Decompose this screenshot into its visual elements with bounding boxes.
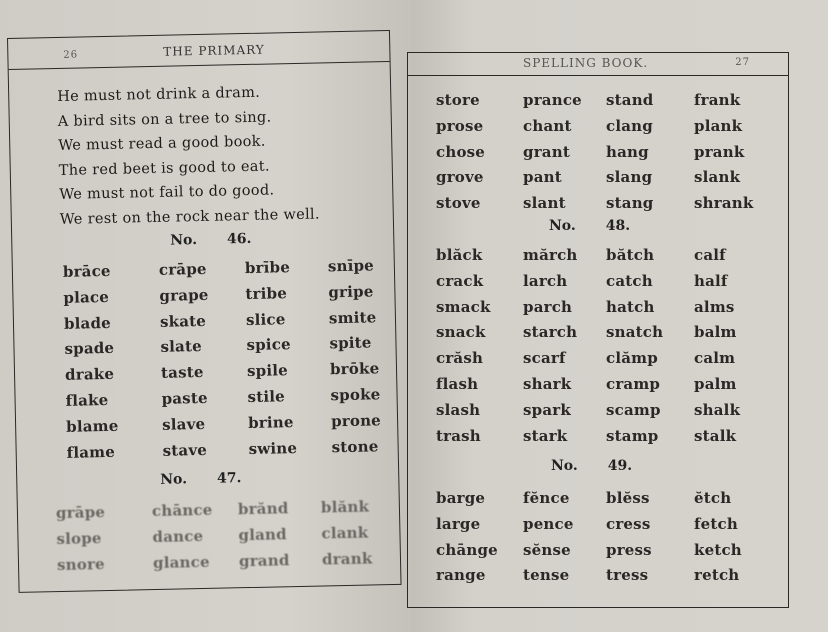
word: calf — [694, 246, 726, 264]
left-page-frame — [7, 30, 402, 593]
word: spark — [523, 400, 571, 419]
word: stand — [606, 91, 654, 109]
word: flame — [66, 442, 116, 462]
right-page-number: 27 — [735, 57, 750, 68]
word: skate — [159, 311, 207, 331]
word: prose — [436, 116, 484, 135]
word: snack — [436, 323, 486, 342]
lesson-heading-48 — [549, 218, 630, 234]
word: tense — [523, 566, 570, 585]
word-grid-46 — [62, 256, 382, 469]
word: hang — [606, 142, 649, 161]
word: chānge — [436, 540, 498, 559]
word: stove — [436, 194, 481, 213]
word: blame — [65, 416, 119, 436]
word: tribe — [245, 283, 288, 303]
word-row — [65, 411, 382, 444]
word: stalk — [694, 426, 737, 445]
word: tress — [606, 566, 649, 585]
sentence-list — [57, 80, 320, 232]
sentence: The red beet is good to eat. — [58, 158, 270, 179]
word: grape — [159, 285, 209, 305]
word: blĕss — [606, 489, 650, 507]
word: dance — [152, 526, 204, 546]
lesson-number: 46. — [226, 230, 252, 248]
lesson-heading-46 — [170, 231, 251, 249]
word: half — [694, 271, 728, 290]
word: scamp — [606, 400, 661, 419]
word: place — [63, 287, 110, 307]
word: slash — [436, 400, 481, 419]
word: gripe — [328, 282, 374, 302]
word: palm — [694, 374, 737, 393]
word: chose — [436, 142, 486, 161]
word: range — [436, 566, 486, 585]
word: ketch — [694, 540, 742, 559]
word: stave — [162, 440, 208, 460]
word: clămp — [606, 349, 658, 368]
word: crack — [436, 271, 484, 290]
sentence: We must not fail to do good. — [59, 182, 275, 203]
word-grid-47 — [55, 497, 373, 581]
word-row — [56, 549, 373, 582]
word-row — [65, 385, 381, 418]
word: slave — [161, 414, 206, 434]
word: swine — [248, 438, 298, 458]
right-running-header — [408, 53, 788, 76]
word: hatch — [606, 297, 655, 316]
lesson-heading-49 — [551, 458, 632, 474]
word: calm — [694, 349, 736, 368]
word: blade — [63, 313, 112, 333]
word: grand — [238, 550, 290, 570]
word-row — [63, 282, 374, 315]
word: bătch — [606, 246, 655, 264]
sentence: We rest on the rock near the well. — [59, 205, 320, 228]
word: paste — [161, 388, 208, 408]
word: glance — [152, 552, 210, 572]
word: brine — [247, 412, 294, 432]
word: gland — [238, 525, 287, 545]
word: brōke — [329, 359, 380, 379]
lesson-number: 49. — [607, 458, 633, 474]
word: plank — [694, 116, 743, 135]
word: sĕnse — [523, 540, 571, 559]
word: crāpe — [158, 259, 207, 279]
left-running-header — [8, 31, 390, 70]
word: scarf — [523, 349, 566, 368]
word: grove — [436, 168, 484, 187]
word: pence — [523, 514, 574, 533]
word-row — [64, 333, 372, 366]
word: parch — [523, 297, 573, 316]
lesson-number: 47. — [216, 470, 242, 487]
lesson-label: No. — [549, 218, 576, 234]
word: fetch — [694, 514, 738, 533]
word: frank — [694, 91, 741, 109]
lesson-label: No. — [160, 471, 188, 488]
word: flake — [65, 390, 109, 410]
word: drank — [321, 549, 373, 569]
word: brībe — [244, 258, 291, 278]
word: grāpe — [55, 503, 106, 523]
word: pant — [523, 168, 562, 187]
word: cress — [606, 514, 651, 533]
word: spice — [246, 335, 291, 355]
word-row — [62, 256, 375, 289]
word: smack — [436, 297, 491, 316]
word: stone — [331, 436, 379, 456]
word: slice — [245, 309, 286, 329]
sentence: A bird sits on a tree to sing. — [57, 108, 272, 130]
word: mărch — [523, 246, 578, 264]
word: ĕtch — [694, 489, 732, 507]
word: drake — [64, 365, 115, 385]
left-page-number: 26 — [63, 49, 79, 61]
word: starch — [523, 323, 578, 342]
word: smite — [328, 307, 377, 327]
word: store — [436, 91, 480, 109]
word: snīpe — [327, 256, 375, 276]
word: slang — [606, 168, 653, 187]
left-running-head-title: THE PRIMARY — [163, 42, 265, 59]
word: stang — [606, 194, 654, 213]
word: clang — [606, 116, 653, 135]
word: flash — [436, 374, 479, 393]
word: brănd — [237, 499, 289, 519]
word-row — [56, 523, 369, 556]
word: shark — [523, 374, 572, 393]
word: slank — [694, 168, 741, 187]
word: brāce — [62, 261, 111, 281]
right-running-head-title: SPELLING BOOK. — [523, 56, 649, 70]
word-row — [66, 436, 379, 469]
word: spoke — [330, 385, 381, 405]
word: crăsh — [436, 349, 484, 368]
word-row — [64, 359, 380, 392]
lesson-heading-47 — [160, 470, 241, 488]
word: balm — [694, 323, 737, 342]
word: shrank — [694, 194, 754, 213]
sentence: He must not drink a dram. — [57, 84, 261, 105]
word: stile — [247, 387, 286, 407]
lesson-label: No. — [170, 232, 198, 249]
sentence: We must read a good book. — [58, 133, 266, 154]
word: blănk — [320, 497, 370, 517]
word: taste — [160, 363, 204, 383]
word: slant — [523, 194, 566, 213]
word: barge — [436, 489, 486, 507]
word: cramp — [606, 374, 661, 393]
word: prank — [694, 142, 745, 161]
word: slate — [160, 337, 203, 357]
word: spade — [64, 339, 115, 359]
word: trash — [436, 426, 481, 445]
word: spite — [329, 333, 372, 353]
word: prone — [330, 411, 382, 431]
word: alms — [694, 297, 735, 316]
lesson-number: 48. — [605, 218, 631, 234]
word: grant — [523, 142, 570, 161]
word: snore — [56, 554, 106, 574]
word: retch — [694, 566, 740, 585]
word: spile — [246, 361, 289, 381]
word: prance — [523, 91, 582, 109]
lesson-label: No. — [551, 458, 578, 474]
word: catch — [606, 271, 653, 290]
word: chant — [523, 116, 572, 135]
word: stamp — [606, 426, 659, 445]
word-row — [63, 307, 377, 340]
word: clank — [321, 523, 369, 543]
word: blăck — [436, 246, 483, 264]
right-page-frame — [407, 52, 789, 608]
word: stark — [523, 426, 568, 445]
word: snatch — [606, 323, 664, 342]
word: press — [606, 540, 652, 559]
word: fĕnce — [523, 489, 570, 507]
word: slope — [56, 528, 102, 548]
word-row — [55, 497, 370, 530]
word: chānce — [151, 500, 213, 521]
word: large — [436, 514, 481, 533]
word: larch — [523, 271, 568, 290]
word: shalk — [694, 400, 741, 419]
